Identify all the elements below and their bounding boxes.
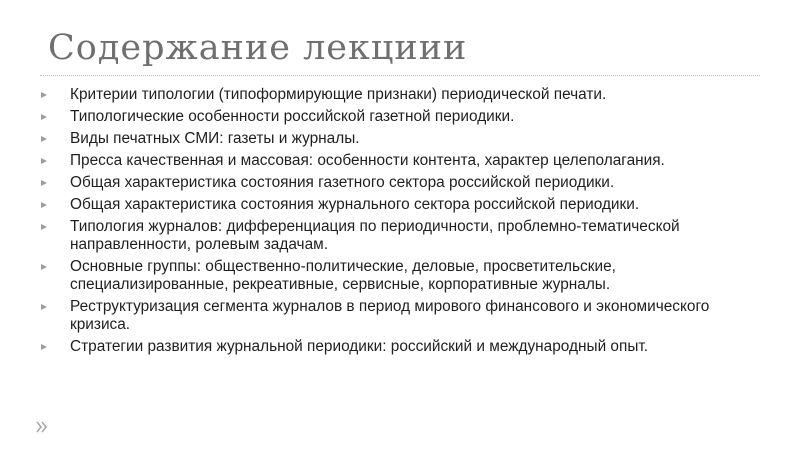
- bullet-item-1: [40, 86, 750, 104]
- bullet-item-8: [40, 258, 750, 294]
- bullet-text: Виды печатных СМИ: газеты и журналы.: [70, 130, 360, 147]
- triangle-right-icon: [41, 304, 47, 310]
- bullet-item-10: [40, 338, 750, 356]
- bullet-text: Реструктуризация сегмента журналов в период мирового финансового и экономического кризиса.: [70, 298, 710, 333]
- bullet-item-9: [40, 298, 750, 334]
- title-divider: [40, 75, 760, 76]
- triangle-right-icon: [41, 136, 47, 142]
- triangle-right-icon: [41, 224, 47, 230]
- bullet-item-2: [40, 108, 750, 126]
- bullet-text: Пресса качественная и массовая: особенности контента, характер целеполагания.: [70, 152, 665, 169]
- triangle-right-icon: [41, 344, 47, 350]
- bullet-text: Типология журналов: дифференциация по периодичности, проблемно-тематической направленности, ролевым задачам.: [70, 218, 680, 253]
- bullet-item-7: [40, 218, 750, 254]
- bullet-text: Стратегии развития журнальной периодики: российский и международный опыт.: [70, 338, 649, 355]
- triangle-right-icon: [41, 264, 47, 270]
- bullet-item-4: [40, 152, 750, 170]
- triangle-right-icon: [41, 180, 47, 186]
- double-chevron-right-icon: [36, 420, 48, 434]
- triangle-right-icon: [41, 114, 47, 120]
- bullet-text: Основные группы: общественно-политические, деловые, просветительские, специализированные, рекреативные, сервисные, корпоративные журналы.: [70, 258, 616, 293]
- bullet-item-5: [40, 174, 750, 192]
- bullet-item-3: [40, 130, 750, 148]
- bullet-text: Общая характеристика состояния газетного сектора российской периодики.: [70, 174, 615, 191]
- bullet-text: Типологические особенности российской газетной периодики.: [70, 108, 515, 125]
- slide-title: Содержание лекциии: [48, 28, 468, 68]
- triangle-right-icon: [41, 202, 47, 208]
- triangle-right-icon: [41, 158, 47, 164]
- bullet-list: [40, 86, 750, 360]
- bullet-item-6: [40, 196, 750, 214]
- triangle-right-icon: [41, 92, 47, 98]
- bullet-text: Критерии типологии (типоформирующие признаки) периодической печати.: [70, 86, 607, 103]
- bullet-text: Общая характеристика состояния журнального сектора российской периодики.: [70, 196, 640, 213]
